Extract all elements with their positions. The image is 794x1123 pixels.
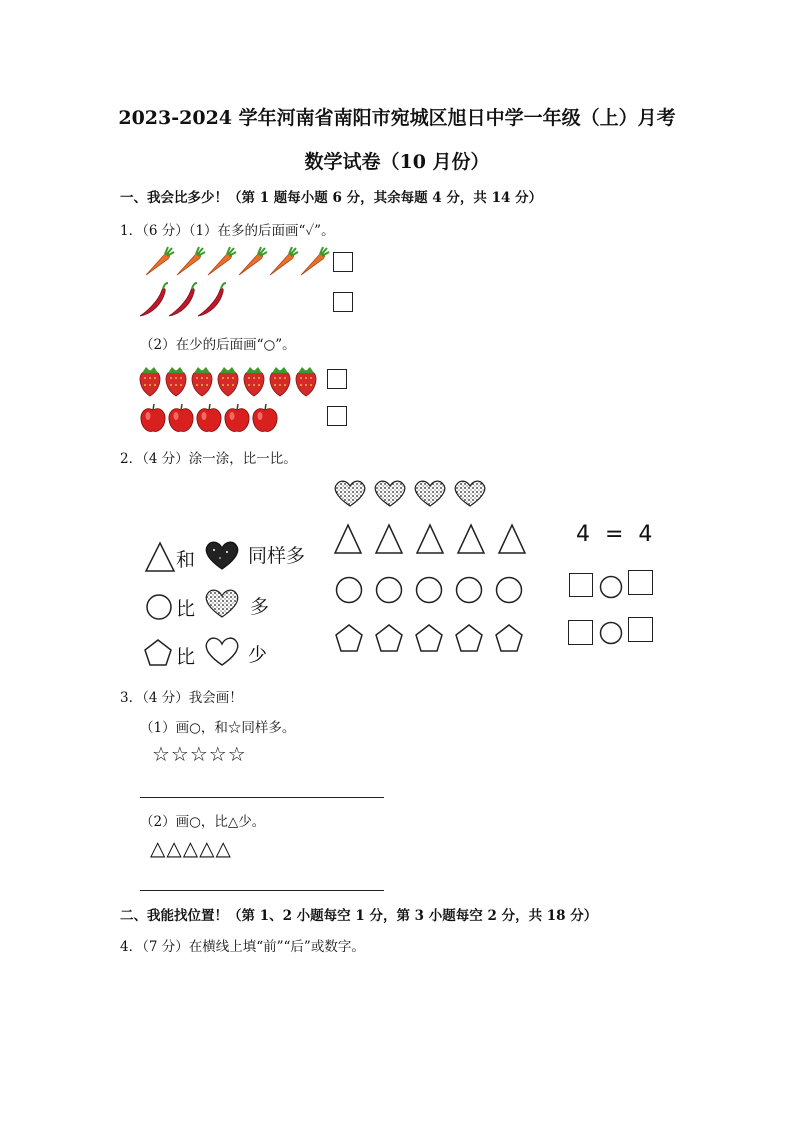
answer-box-strawberries[interactable] — [327, 369, 347, 389]
pepper-icon — [198, 283, 226, 316]
row3-word-than: 比 — [176, 646, 196, 668]
section-1-heading: 一、我会比多少！（第 1 题每小题 6 分，其余每题 4 分，共 14 分） — [120, 190, 543, 206]
triangle-shape — [458, 525, 484, 553]
carrot-icon — [301, 247, 329, 275]
page-subtitle: 数学试卷（10 月份） — [304, 151, 490, 173]
strawberry-icon — [192, 367, 212, 396]
pepper-icon — [169, 283, 197, 316]
circle-row — [334, 572, 534, 608]
pentagon-shape — [496, 625, 522, 651]
apple-icon — [225, 404, 249, 431]
answer-box-peppers[interactable] — [333, 292, 353, 312]
compare-box-1b[interactable] — [628, 570, 653, 595]
answer-line-1[interactable] — [140, 797, 384, 798]
circle-icon — [144, 592, 174, 622]
answer-box-apples[interactable] — [327, 406, 347, 426]
pentagon-shape — [336, 625, 362, 651]
row1-word-and: 和 — [176, 549, 196, 571]
circle-shape — [497, 578, 522, 603]
question-2-label: 2．（4 分）涂一涂，比一比。 — [120, 451, 297, 467]
compare-box-2a[interactable] — [568, 620, 593, 645]
question-3-sub1: （1）画○，和☆同样多。 — [140, 720, 296, 736]
strawberry-icon — [218, 367, 238, 396]
row3-word-less: 少 — [248, 644, 268, 666]
strawberry-icon — [296, 367, 316, 396]
carrot-icon — [239, 247, 267, 275]
question-3-sub2: （2）画○，比△少。 — [140, 814, 266, 830]
apple-icon — [197, 404, 221, 431]
question-4-label: 4．（7 分）在横线上填“前”“后”或数字。 — [120, 939, 365, 955]
answer-line-2[interactable] — [140, 890, 384, 891]
pepper-icon — [140, 283, 168, 316]
triangle-shape — [499, 525, 525, 553]
apple-icon — [253, 404, 277, 431]
compare-circle-2[interactable] — [598, 620, 624, 646]
strawberry-icon — [270, 367, 290, 396]
question-1-sub2: （2）在少的后面画“○”。 — [140, 337, 296, 353]
compare-box-2b[interactable] — [628, 617, 653, 642]
heart-speckled-icon — [375, 481, 405, 506]
carrot-icon — [146, 247, 174, 275]
carrot-icon — [177, 247, 205, 275]
heart-row — [330, 476, 500, 510]
heart-speckled-icon — [415, 481, 445, 506]
star-row: ☆☆☆☆☆ — [152, 742, 247, 766]
heart-speckled-icon — [455, 481, 485, 506]
heart-speckled-icon — [335, 481, 365, 506]
row1-word-same: 同样多 — [248, 545, 306, 567]
carrot-icon — [208, 247, 236, 275]
apple-row — [138, 402, 288, 434]
triangle-shape — [376, 525, 402, 553]
answer-box-carrots[interactable] — [333, 252, 353, 272]
triangle-icon — [144, 540, 176, 574]
triangle-shape — [335, 525, 361, 553]
strawberry-icon — [166, 367, 186, 396]
pentagon-row — [334, 622, 534, 658]
pentagon-shape — [456, 625, 482, 651]
heart-dotted-icon — [202, 588, 242, 620]
compare-box-1a[interactable] — [569, 573, 593, 597]
apple-icon — [169, 404, 193, 431]
strawberry-row — [136, 362, 326, 398]
carrot-icon — [270, 247, 298, 275]
pentagon-shape — [416, 625, 442, 651]
circle-shape — [377, 578, 402, 603]
pentagon-icon — [142, 638, 174, 668]
strawberry-icon — [140, 367, 160, 396]
row2-word-than: 比 — [176, 598, 196, 620]
triangle-text-row: △△△△△ — [150, 836, 232, 860]
heart-filled-icon — [202, 540, 242, 572]
question-1-label: 1．（6 分）（1）在多的后面画“✓”。 — [120, 223, 335, 239]
pepper-row — [136, 280, 236, 320]
row2-word-more: 多 — [250, 596, 270, 618]
equation-text: 4 = 4 — [576, 522, 653, 547]
triangle-row — [334, 522, 534, 558]
pentagon-shape — [376, 625, 402, 651]
compare-circle-1[interactable] — [598, 574, 624, 600]
strawberry-icon — [244, 367, 264, 396]
question-3-label: 3．（4 分）我会画！ — [120, 690, 243, 706]
circle-shape — [417, 578, 442, 603]
page-title: 2023-2024 学年河南省南阳市宛城区旭日中学一年级（上）月考 — [118, 107, 676, 129]
triangle-shape — [417, 525, 443, 553]
circle-shape — [337, 578, 362, 603]
carrot-row — [140, 244, 330, 278]
circle-shape — [457, 578, 482, 603]
heart-outline-icon — [202, 636, 242, 668]
apple-icon — [141, 404, 165, 431]
section-2-heading: 二、我能找位置！（第 1、2 小题每空 1 分，第 3 小题每空 2 分，共 18 分） — [120, 908, 598, 924]
